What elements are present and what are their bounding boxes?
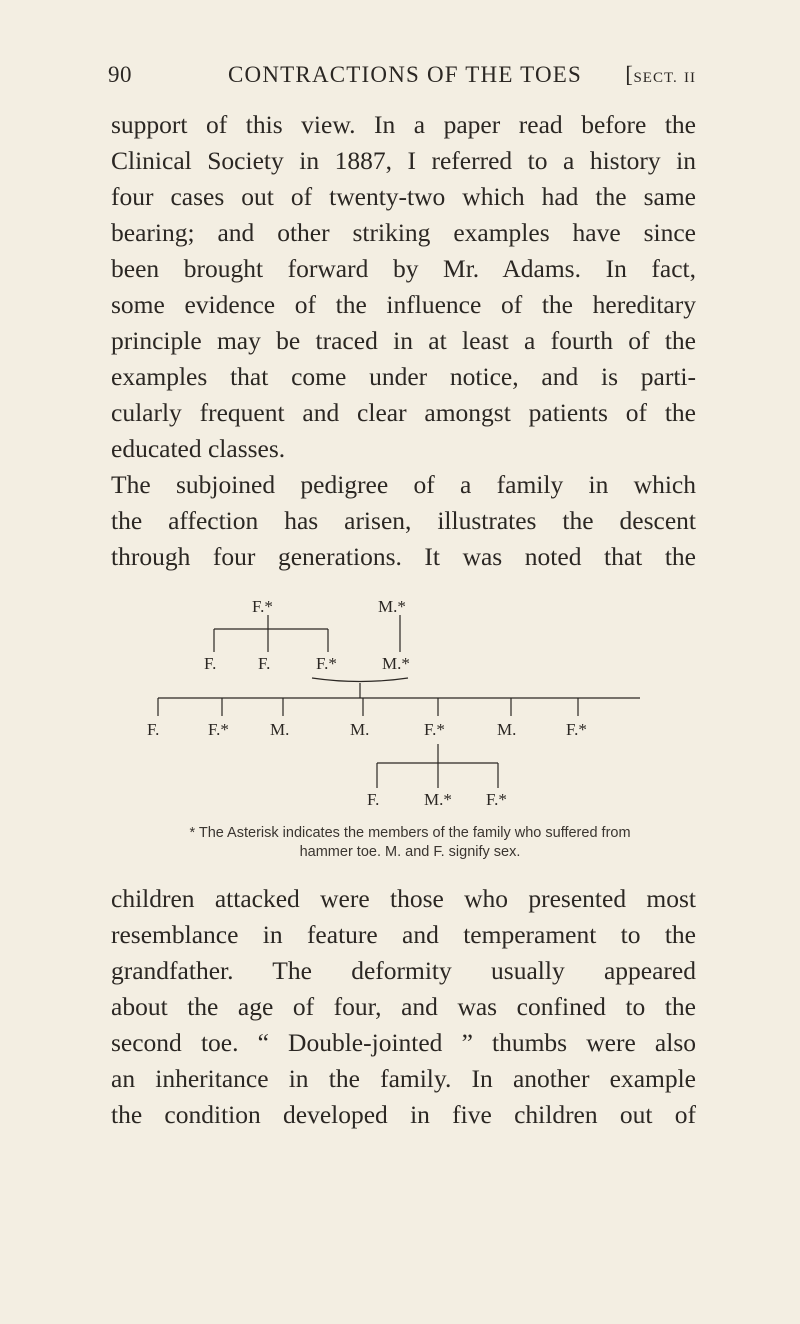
text-line: been brought forward by Mr. Adams. In fact, xyxy=(111,254,696,283)
text-line: grandfather. The deformity usually appeared xyxy=(111,956,696,985)
pedigree-gen1-member: M.* xyxy=(378,597,406,616)
pedigree-gen3-member: F.* xyxy=(424,720,445,739)
running-title: CONTRACTIONS OF THE TOES xyxy=(228,62,583,87)
text-line: children attacked were those who presented most xyxy=(111,884,696,913)
text-line: through four generations. It was noted that the xyxy=(111,542,696,571)
pedigree-gen2-member: F.* xyxy=(316,654,337,673)
text-line: support of this view. In a paper read before the xyxy=(111,110,696,139)
text-line: educated classes. xyxy=(111,434,286,463)
pedigree-lines xyxy=(158,615,640,788)
pedigree-gen3-member: F.* xyxy=(208,720,229,739)
pedigree-gen3-member: M. xyxy=(270,720,290,739)
pedigree-gen2-member: F. xyxy=(204,654,217,673)
text-line: Clinical Society in 1887, I referred to a history in xyxy=(111,146,696,175)
pedigree-gen4-member: M.* xyxy=(424,790,452,809)
text-line: four cases out of twenty-two which had the same xyxy=(111,182,696,211)
text-line: some evidence of the influence of the hereditary xyxy=(111,290,696,319)
text-line: The subjoined pedigree of a family in which xyxy=(111,470,696,499)
pedigree-gen4-member: F. xyxy=(367,790,380,809)
section-label: SECT. xyxy=(633,70,678,86)
section-number: II xyxy=(684,70,696,86)
text-line: bearing; and other striking examples have since xyxy=(111,218,696,247)
pedigree-gen2-member: M.* xyxy=(382,654,410,673)
section-bracket: [ xyxy=(625,62,634,87)
pedigree-gen1-member: F.* xyxy=(252,597,273,616)
pedigree-gen3-member: F.* xyxy=(566,720,587,739)
pedigree-footnote-line: hammer toe. M. and F. signify sex. xyxy=(299,844,521,860)
text-line: about the age of four, and was confined to the xyxy=(111,992,696,1021)
text-line: the affection has arisen, illustrates the descent xyxy=(111,506,696,535)
pedigree-gen3-member: M. xyxy=(350,720,370,739)
text-line: the condition developed in five children out of xyxy=(111,1100,696,1129)
page-number: 90 xyxy=(108,62,132,87)
pedigree-labels xyxy=(147,597,587,809)
pedigree-gen2-member: F. xyxy=(258,654,271,673)
text-line: principle may be traced in at least a fourth of the xyxy=(111,326,696,355)
text-line: second toe. “ Double-jointed ” thumbs were also xyxy=(111,1028,696,1057)
pedigree-gen4-member: F.* xyxy=(486,790,507,809)
text-line: cularly frequent and clear amongst patients of the xyxy=(111,398,696,427)
text-line: an inheritance in the family. In another example xyxy=(111,1064,696,1093)
pedigree-footnote-line: * The Asterisk indicates the members of the family who suffered from xyxy=(189,825,631,841)
text-line: examples that come under notice, and is parti- xyxy=(111,362,696,391)
text-line: resemblance in feature and temperament to the xyxy=(111,920,696,949)
pedigree-gen3-member: M. xyxy=(497,720,517,739)
pedigree-gen3-member: F. xyxy=(147,720,160,739)
